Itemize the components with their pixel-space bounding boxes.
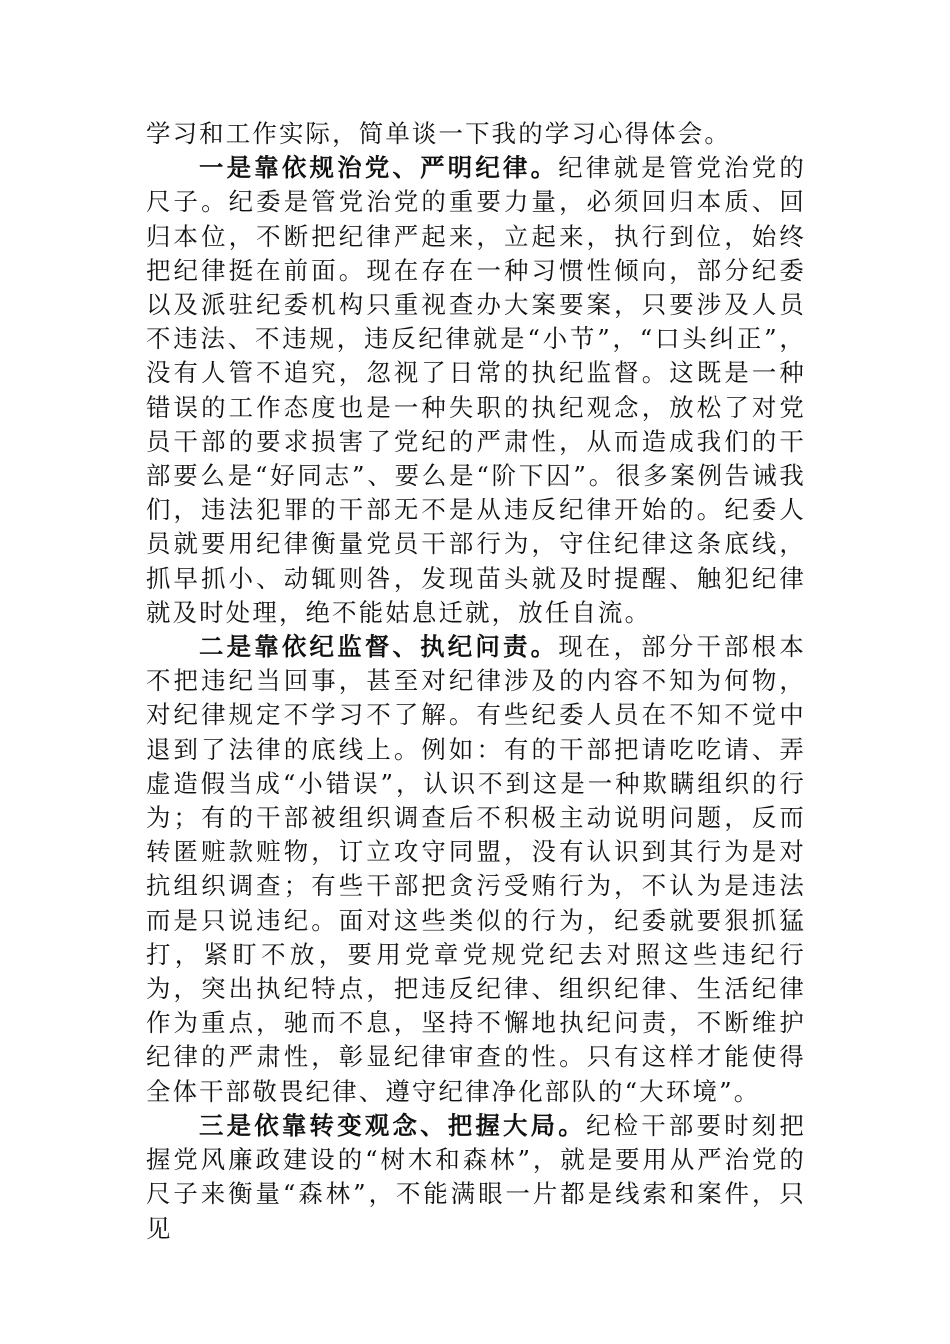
paragraph-point-two (146, 630, 806, 1109)
paragraph-heading: 三是依靠转变观念、把握大局。 (199, 1110, 586, 1140)
paragraph-text: 学习和工作实际，简单谈一下我的学习心得体会。 (146, 119, 731, 148)
document-page (146, 117, 806, 1246)
paragraph-point-three (146, 1109, 806, 1246)
paragraph-heading: 二是靠依纪监督、执纪问责。 (199, 632, 559, 662)
paragraph-text: 现在，部分干部根本不把违纪当回事，甚至对纪律涉及的内容不知为何物，对纪律规定不学习不了解。有些纪委人员在不知不觉中退到了法律的底线上。例如：有的干部把请吃吃请、弄虚造假当成“小错误”，认识不到这是一种欺瞒组织的行为；有的干部被组织调查后不积极主动说明问题，反而转匿赃款赃物，订立攻守同盟，没有认识到其行为是对抗组织调查；有些干部把贪污受贿行为，不认为是违法而是只说违纪。面对这些类似的行为，纪委就要狠抓猛打，紧盯不放，要用党章党规党纪去对照这些违纪行为，突出执纪特点，把违反纪律、组织纪律、生活纪律作为重点，驰而不息，坚持不懈地执纪问责，不断维护纪律的严肃性，彰显纪律审查的性。只有这样才能使得全体干部敬畏纪律、遵守纪律净化部队的“大环境”。 (146, 632, 806, 1106)
paragraph-text: 纪检干部要时刻把握党风廉政建设的“树木和森林”，就是要用从严治党的尺子来衡量“森林”，不能满眼一片都是线索和案件，只见 (146, 1110, 806, 1243)
paragraph-intro-tail (146, 117, 806, 151)
paragraph-point-one (146, 151, 806, 630)
paragraph-text: 纪律就是管党治党的尺子。纪委是管党治党的重要力量，必须回归本质、回归本位，不断把纪律严起来，立起来，执行到位，始终把纪律挺在前面。现在存在一种习惯性倾向，部分纪委以及派驻纪委机构只重视查办大案要案，只要涉及人员不违法、不违规，违反纪律就是“小节”，“口头纠正”，没有人管不追究，忽视了日常的执纪监督。这既是一种错误的工作态度也是一种失职的执纪观念，放松了对党员干部的要求损害了党纪的严肃性，从而造成我们的干部要么是“好同志”、要么是“阶下囚”。很多案例告诫我们，违法犯罪的干部无不是从违反纪律开始的。纪委人员就要用纪律衡量党员干部行为，守住纪律这条底线，抓早抓小、动辄则咎，发现苗头就及时提醒、触犯纪律就及时处理，绝不能姑息迁就，放任自流。 (146, 153, 806, 627)
paragraph-heading: 一是靠依规治党、严明纪律。 (199, 153, 559, 183)
